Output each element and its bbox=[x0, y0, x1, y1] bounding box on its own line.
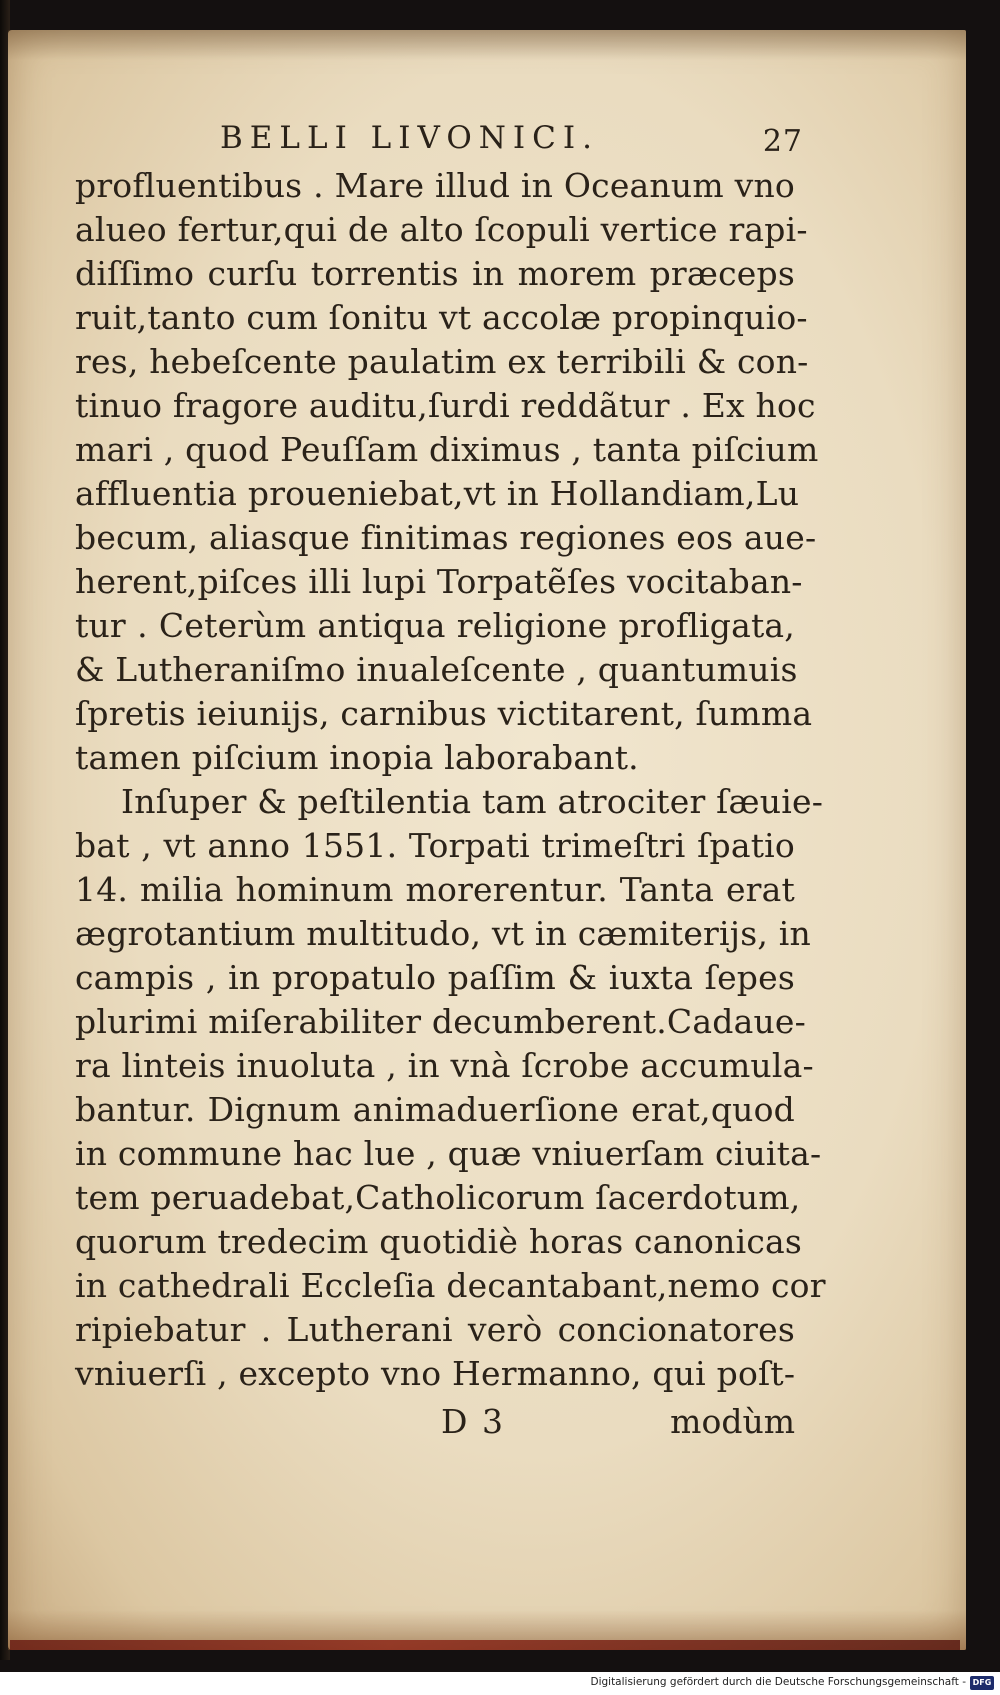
red-page-edge bbox=[10, 1640, 960, 1650]
text-line: tinuo fragore auditu,ſurdi reddãtur . Ex hoc bbox=[75, 386, 816, 425]
text-line: mari , quod Peuſſam diximus , tanta piſcium bbox=[75, 430, 819, 469]
text-line: 14. milia hominum morerentur. Tanta erat bbox=[75, 870, 795, 909]
text-line: tem peruadebat,Catholicorum ſacerdotum, bbox=[75, 1178, 801, 1217]
text-line: in cathedrali Eccleſia decantabant,nemo cor bbox=[75, 1266, 826, 1305]
paragraph-first-line: Inſuper & peſtilentia tam atrociter ſæuie- bbox=[121, 782, 824, 821]
text-line: & Lutheraniſmo inualeſcente , quantumuis bbox=[75, 650, 798, 689]
page-number: 27 bbox=[762, 124, 803, 159]
paragraph-last-line: tamen piſcium inopia laborabant. bbox=[75, 738, 639, 777]
text-line: vniuerſi , excepto vno Hermanno, qui poſt- bbox=[75, 1354, 796, 1393]
text-line: diſſimo curſu torrentis in morem præceps bbox=[75, 254, 795, 293]
text-line: plurimi miſerabiliter decumberent.Cadaue- bbox=[75, 1002, 806, 1041]
page-top-shadow bbox=[8, 30, 966, 60]
running-head bbox=[75, 118, 803, 164]
digitization-footer bbox=[0, 1672, 1000, 1695]
text-line: res, hebeſcente paulatim ex terribili & con- bbox=[75, 342, 809, 381]
dfg-logo-text: DFG bbox=[972, 1678, 992, 1687]
text-line: ruit,tanto cum ſonitu vt accolæ propinquio- bbox=[75, 298, 808, 337]
catchword: modùm bbox=[670, 1402, 795, 1441]
signature-mark: D 3 bbox=[441, 1402, 505, 1441]
text-line: ægrotantium multitudo, vt in cæmiterijs, in bbox=[75, 914, 811, 953]
text-line: bat , vt anno 1551. Torpati trimeſtri ſpatio bbox=[75, 826, 795, 865]
text-line: alueo fertur,qui de alto ſcopuli vertice rapi- bbox=[75, 210, 808, 249]
text-line: profluentibus . Mare illud in Oceanum vno bbox=[75, 166, 795, 205]
text-line: quorum tredecim quotidiè horas canonicas bbox=[75, 1222, 803, 1261]
text-line: ſpretis ieiunijs, carnibus victitarent, ſumma bbox=[75, 694, 813, 733]
text-line: herent,piſces illi lupi Torpatẽſes vocitaban- bbox=[75, 562, 803, 601]
text-line: becum, aliasque finitimas regiones eos aue- bbox=[75, 518, 817, 557]
text-line: bantur. Dignum animaduerſione erat,quod bbox=[75, 1090, 795, 1129]
signature-catchword-line bbox=[75, 1398, 795, 1442]
text-line: in commune hac lue , quæ vniuerſam ciuita- bbox=[75, 1134, 822, 1173]
text-line: tur . Ceterùm antiqua religione profligata, bbox=[75, 606, 795, 645]
running-head-title: BELLI LIVONICI. bbox=[220, 120, 599, 156]
text-line: ra linteis inuoluta , in vnà ſcrobe accumula- bbox=[75, 1046, 814, 1085]
footer-credit-text: Digitalisierung gefördert durch die Deutsche Forschungsgemeinschaft - bbox=[590, 1676, 966, 1688]
text-line: affluentia proueniebat,vt in Hollandiam,Lu bbox=[75, 474, 800, 513]
text-line: campis , in propatulo paſſim & iuxta ſepes bbox=[75, 958, 795, 997]
text-line: ripiebatur . Lutherani verò concionatores bbox=[75, 1310, 795, 1349]
printed-text-block bbox=[75, 118, 826, 1442]
dfg-logo bbox=[970, 1676, 994, 1690]
